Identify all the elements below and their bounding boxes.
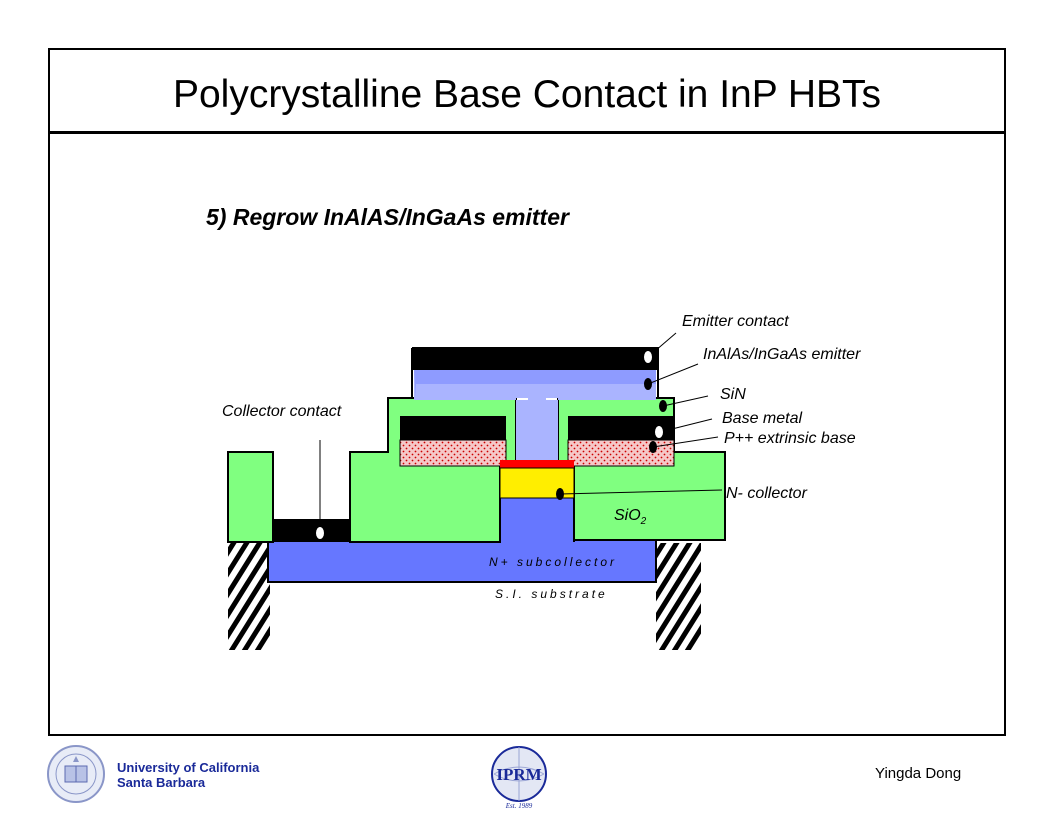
uc-seal-logo: [46, 744, 106, 804]
label-base-metal: Base metal: [722, 410, 803, 427]
sin-marker: [659, 400, 667, 412]
emitter-contact-marker: [644, 351, 652, 363]
label-subcollector: N+ subcollector: [489, 555, 618, 569]
label-sin: SiN: [720, 386, 746, 403]
emitter-contact-metal: [412, 348, 658, 370]
label-sio2: SiO$_2$: [614, 507, 647, 527]
label-substrate: S.I. substrate: [495, 587, 608, 601]
label-n-collector: N- collector: [726, 485, 807, 502]
n-collector-marker: [556, 488, 564, 500]
emitter-layer-marker: [644, 378, 652, 390]
label-collector-contact: Collector contact: [222, 403, 342, 420]
intrinsic-base: [500, 460, 574, 468]
slide-title: Polycrystalline Base Contact in InP HBTs: [172, 73, 882, 116]
iprm-est-text: Est. 1989: [505, 802, 533, 810]
extrinsic-base-right: [568, 440, 674, 466]
iprm-logo-text: IPRM: [496, 765, 542, 784]
extrinsic-base-left: [400, 440, 506, 466]
label-extrinsic-base: P++ extrinsic base: [724, 430, 856, 447]
base-metal-left: [400, 416, 506, 440]
sio2-left-pillar: [228, 452, 273, 542]
step-heading: 5) Regrow InAlAS/InGaAs emitter: [206, 204, 569, 230]
iprm-logo: [486, 744, 552, 810]
collector-contact-metal: [273, 519, 350, 542]
base-metal-marker: [655, 426, 663, 438]
university-name: University of California: [117, 760, 260, 775]
extrinsic-base-marker: [649, 441, 657, 453]
label-emitter-contact: Emitter contact: [682, 313, 789, 330]
author-name: Yingda Dong: [875, 765, 962, 782]
collector-contact-marker: [316, 527, 324, 539]
label-emitter-layer: InAlAs/InGaAs emitter: [703, 346, 861, 363]
collector-pedestal: [500, 498, 574, 542]
university-campus: Santa Barbara: [117, 775, 206, 790]
